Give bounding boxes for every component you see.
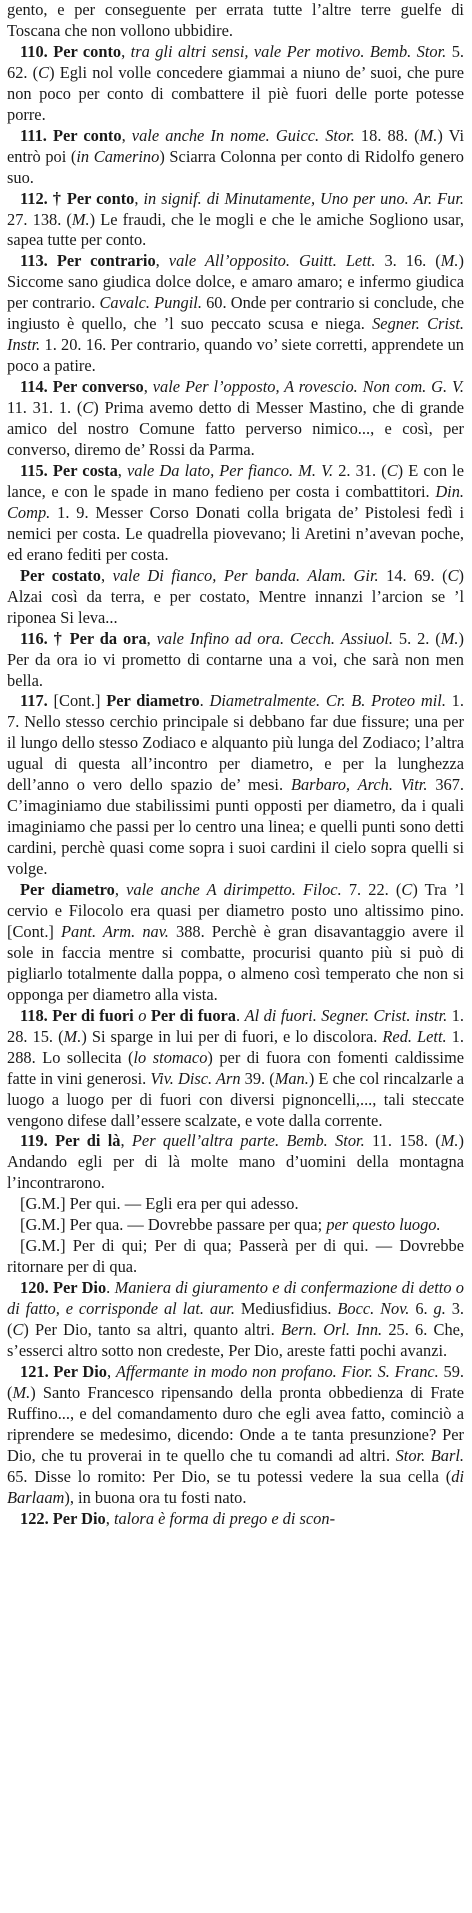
entry-text: ) Si sparge in lui per di fuori, e lo discolora. <box>81 1026 383 1046</box>
entry-number: 110. <box>20 41 54 61</box>
entry-italic-text: vale Di fianco, Per banda. Alam. Gir. <box>112 565 379 585</box>
entry-text: , <box>105 1508 114 1528</box>
entry-text: 367. C’imaginiamo due stabilissimi punti opposti per diametro, da i quali imaginiamo che passi per lo centro una linea; e quelli punti sono detti cardini, perchè quasi come sopra i suoi cardini il cielo sopra quelli si volge. <box>7 775 465 879</box>
entry-headword: Per conto <box>52 125 122 145</box>
entry-italic-text: Segner. Crist. Instr. <box>7 314 464 355</box>
entry-text: Mediusfidius. <box>234 1299 338 1319</box>
entry-text: 1. 28. 15. ( <box>7 1005 465 1046</box>
dictionary-entry <box>7 1278 464 1362</box>
entry-text: 27. 138. ( <box>7 209 72 229</box>
entry-italic-text: M. <box>63 1026 82 1046</box>
entry-text: ), in buona ora tu fosti nato. <box>64 1487 247 1507</box>
entry-italic-text: C <box>38 62 50 82</box>
entry-italic-text: vale Per l’opposto, A rovescio. Non com. G. V. <box>152 377 464 397</box>
entry-text: ) E che col rincalzarle a luogo a luogo per di fuori con diversi pignoncelli,..., tali steccate vengono difese dall’essere scalzate, e vote dalla corrente. <box>7 1068 464 1130</box>
entry-text: , <box>107 1361 116 1381</box>
entry-number: 122. <box>20 1508 53 1528</box>
entry-italic-text: lo stomaco <box>133 1047 208 1067</box>
entry-text: , <box>120 1131 132 1151</box>
entry-text: ) E con le lance, e con le spade in mano fedieno per costa i combattitori. <box>7 460 464 501</box>
entry-text: 59. ( <box>7 1361 465 1402</box>
entry-number: 114. <box>20 377 53 397</box>
entry-number: 119. <box>20 1131 56 1151</box>
entry-text: 7. 22. ( <box>341 880 402 900</box>
entry-text: [G.M.] Per qui. — Egli era per qui adesso. <box>20 1194 299 1214</box>
entry-number: 118. <box>20 1005 53 1025</box>
entry-text: 65. Disse lo romito: Per Dio, se tu potessi vedere la sua cella ( <box>7 1466 452 1486</box>
entry-number: 115. <box>20 460 53 480</box>
entry-italic-text: in Camerino <box>76 146 160 166</box>
entry-text: ) Tra ’l cervio e Filocolo era quasi per diametro posto uno altissimo pino. [Cont.] <box>7 880 464 941</box>
entry-italic-text: Din. Comp. <box>7 481 464 522</box>
entry-italic-text: o <box>133 1005 151 1025</box>
entry-text: 5. 62. ( <box>7 41 464 82</box>
dictionary-entry <box>7 1006 464 1132</box>
entry-italic-text: in signif. di Minutamente, Uno per uno. Ar. Fur. <box>143 188 464 208</box>
entry-headword: Per di fuori <box>52 1005 134 1025</box>
entry-text: 14. 69. ( <box>378 565 448 585</box>
entry-italic-text: C <box>401 880 413 900</box>
entry-italic-text: di Barlaam <box>7 1466 464 1507</box>
entry-text: 11. 158. ( <box>364 1131 441 1151</box>
entry-number: 121. <box>20 1361 54 1381</box>
entry-italic-text: Barbaro, Arch. Vitr. <box>290 775 428 795</box>
entry-text: 1. 288. Lo sollecita ( <box>7 1026 464 1067</box>
entry-italic-text: Bocc. Nov. <box>337 1299 410 1319</box>
entry-headword: Per costato <box>20 565 101 585</box>
entry-text: . <box>236 1005 245 1025</box>
dictionary-entry <box>7 0 464 42</box>
entry-text: 3. 16. ( <box>375 251 441 271</box>
entry-italic-text: Viv. Disc. Arn <box>150 1068 241 1088</box>
entry-headword: Per da ora <box>69 628 147 648</box>
entry-text: , <box>114 880 127 900</box>
entry-text: ) Per da ora io vi prometto di contarne una a voi, che sarà non men bella. <box>7 628 464 690</box>
entry-number: 120. <box>20 1278 53 1298</box>
entry-text: ) Le fraudi, che le mogli e che le amiche Sogliono usar, sapea tutte per conto. <box>7 209 464 250</box>
entry-text: 18. 88. ( <box>354 125 420 145</box>
entry-italic-text: M. <box>71 209 90 229</box>
entry-text: ) Prima avemo detto di Messer Mastino, che di grande amico del nostro Comune fatto perverso nimico..., e così, per converso, diremo de’ Rossi da Parma. <box>7 398 464 460</box>
entry-text: [G.M.] Per qua. — Dovrebbe passare per qua; <box>20 1215 327 1235</box>
entry-italic-text: Maniera di giuramento e di confermazione di detto o di fatto, e corrisponde al lat. aur. <box>7 1278 465 1319</box>
entry-headword: Per diametro <box>20 880 115 900</box>
entry-text: ) Andando egli per di là molte mano d’uomini della montagna l’incontrarono. <box>7 1131 464 1193</box>
entry-text: 3. ( <box>7 1299 464 1340</box>
entry-headword: Per converso <box>52 377 144 397</box>
entry-italic-text: Bern. Orl. Inn. <box>280 1320 383 1340</box>
entry-text: 5. 2. ( <box>393 628 441 648</box>
entry-text: . <box>199 691 210 711</box>
entry-text: 2. 31. ( <box>333 460 387 480</box>
entry-italic-text: vale All’opposito. Guitt. Lett. <box>168 251 376 271</box>
entry-italic-text: C <box>386 460 398 480</box>
entry-text: gento, e per conseguente per errata tutte l’altre terre guelfe di Toscana che non vollono ubbidire. <box>7 0 464 40</box>
entry-text: 6. <box>409 1299 434 1319</box>
entry-text: , <box>134 188 144 208</box>
entry-italic-text: C <box>82 398 94 418</box>
entry-number: 112. † <box>20 188 67 208</box>
entry-italic-text: tra gli altri sensi, vale Per motivo. Bemb. Stor. <box>130 41 447 61</box>
entry-headword: Per costa <box>52 460 118 480</box>
entry-headword: Per di fuora <box>150 1005 236 1025</box>
entry-text: 1. 7. Nello stesso cerchio principale si debbano far due fissure; una per il lungo dello stesso Zodiaco e alquanto più lunga del Zodiaco; l’altra ugual di questa all’incontro per diametro, e per la lunghezza dell’anno o vero dello spazio de’ mesi. <box>7 691 464 795</box>
entry-italic-text: M. <box>440 1131 459 1151</box>
entry-italic-text: Red. Lett. <box>382 1026 447 1046</box>
entry-text: ) Egli nol volle concedere giammai a niuno de’ suoi, che pure non poco per conto di combattere il piè fuori delle porte potesse porre. <box>7 62 464 124</box>
entry-text: 11. 31. 1. ( <box>7 398 83 418</box>
entry-headword: Per Dio <box>52 1508 106 1528</box>
entry-text: ) Vi entrò poi ( <box>7 125 464 166</box>
entry-italic-text: Stor. Barl. <box>395 1445 464 1465</box>
entry-italic-text: per questo luogo. <box>326 1215 441 1235</box>
entry-text: [Cont.] <box>53 691 107 711</box>
entry-headword: Per contrario <box>56 251 156 271</box>
entry-text: , <box>121 125 132 145</box>
dictionary-entry <box>7 1236 464 1278</box>
entry-italic-text: M. <box>419 125 438 145</box>
dictionary-entry <box>7 1362 464 1509</box>
dictionary-entry <box>7 880 464 1006</box>
entry-italic-text: Man. <box>274 1068 309 1088</box>
entry-text: , <box>155 251 169 271</box>
dictionary-entry <box>7 629 464 692</box>
entry-text: , <box>143 377 153 397</box>
entry-italic-text: Diametralmente. Cr. B. Proteo mil. <box>209 691 446 711</box>
dictionary-entry <box>7 1194 464 1215</box>
dictionary-entry <box>7 251 464 377</box>
entry-headword: Per di là <box>55 1131 121 1151</box>
entry-text: ) Santo Francesco ripensando della pronta obbedienza di Frate Ruffino..., e del comandamento duro che egli avea fatto, cominciò a riprendere se medesimo, dicendo: Onde a te tanta presunzione? Per Dio, che tu proverai in te quello che tu comandi ad altri. <box>7 1382 464 1465</box>
entry-text: , <box>100 565 113 585</box>
entry-italic-text: vale Infino ad ora. Cecch. Assiuol. <box>156 628 393 648</box>
entry-headword: Per Dio <box>53 1361 108 1381</box>
dictionary-entry <box>7 1509 464 1530</box>
entry-number: 113. <box>20 251 57 271</box>
entry-italic-text: C <box>447 565 459 585</box>
entry-italic-text: M. <box>440 628 459 648</box>
entry-headword: Per diametro <box>106 691 200 711</box>
entry-italic-text: Affermante in modo non profano. Fior. S. Franc. <box>115 1361 439 1381</box>
entry-headword: Per Dio <box>53 1278 107 1298</box>
dictionary-entry <box>7 42 464 126</box>
entry-italic-text: C <box>12 1320 24 1340</box>
entry-text: ) Sciarra Colonna per conto di Ridolfo genero suo. <box>7 146 464 187</box>
entry-text: , <box>117 460 128 480</box>
entry-text: , <box>121 41 131 61</box>
entry-text: 388. Perchè è gran disavantaggio avere il sole in faccia mentre si combatte, procurisi quanto più si può di pigliarlo totalmente dalla poppa, o almeno così temperato che non si opponga per diametro alla vista. <box>7 921 465 1004</box>
entry-italic-text: vale anche A dirimpetto. Filoc. <box>126 880 342 900</box>
dictionary-entry <box>7 1131 464 1194</box>
dictionary-entry <box>7 566 464 629</box>
entry-italic-text: Per quell’altra parte. Bemb. Stor. <box>131 1131 365 1151</box>
entry-italic-text: Pant. Arm. nav. <box>61 921 169 941</box>
entry-text: 25. 6. Che, s’esserci altro sotto non credeste, Per Dio, areste fatti pochi avanzi. <box>7 1320 465 1360</box>
entry-text: ) per di fuora con fomenti caldissime fatte in vini generosi. <box>7 1047 464 1088</box>
entry-headword: Per conto <box>53 41 122 61</box>
entry-italic-text: talora è forma di prego e di scon- <box>113 1508 336 1528</box>
dictionary-entry <box>7 1215 464 1236</box>
entry-text: , <box>146 628 157 648</box>
entry-italic-text: vale anche In nome. Guicc. Stor. <box>131 125 355 145</box>
entry-text: 1. 20. 16. Per contrario, quando vo’ siete corretti, apprendete un poco a patire. <box>7 335 464 376</box>
dictionary-entry <box>7 126 464 189</box>
entry-italic-text: g. <box>433 1299 446 1319</box>
entry-text: 39. ( <box>240 1068 275 1088</box>
dictionary-entry <box>7 691 464 880</box>
entry-text: [G.M.] Per di qui; Per di qua; Passerà per di qui. — Dovrebbe ritornare per di qua. <box>7 1236 464 1277</box>
entry-text: . <box>106 1278 115 1298</box>
entry-column <box>7 0 464 1530</box>
entry-text: 1. 9. Messer Corso Donati colla brigata de’ Pistolesi fedì i nemici per costa. Le quadrella piovevano; li Aretini n’avevan poche, ed erano fediti per costa. <box>7 502 464 564</box>
entry-number: 111. <box>20 125 53 145</box>
entry-italic-text: vale Da lato, Per fianco. M. V. <box>127 460 334 480</box>
dictionary-entry <box>7 377 464 461</box>
entry-italic-text: Cavalc. Pungil. <box>99 293 202 313</box>
entry-text: ) Siccome sano giudica dolce dolce, e amaro amaro; e infermo giudica per contrario. <box>7 251 464 313</box>
entry-number: 116. † <box>20 628 70 648</box>
dictionary-entry <box>7 461 464 566</box>
entry-italic-text: M. <box>12 1382 31 1402</box>
entry-italic-text: M. <box>440 251 459 271</box>
entry-number: 117. <box>20 691 54 711</box>
entry-italic-text: Al di fuori. Segner. Crist. instr. <box>244 1005 448 1025</box>
entry-headword: Per conto <box>66 188 135 208</box>
dictionary-entry <box>7 189 464 252</box>
entry-text: 60. Onde per contrario si conclude, che ingiusto è quello, che ’l suo peccato scusa e niega. <box>7 293 464 334</box>
entry-text: ) Per Dio, tanto sa altri, quanto altri. <box>23 1320 281 1340</box>
entry-text: ) Alzai così da terra, e per costato, Mentre innanzi l’arcion se ’l riponea Si leva... <box>7 565 464 627</box>
